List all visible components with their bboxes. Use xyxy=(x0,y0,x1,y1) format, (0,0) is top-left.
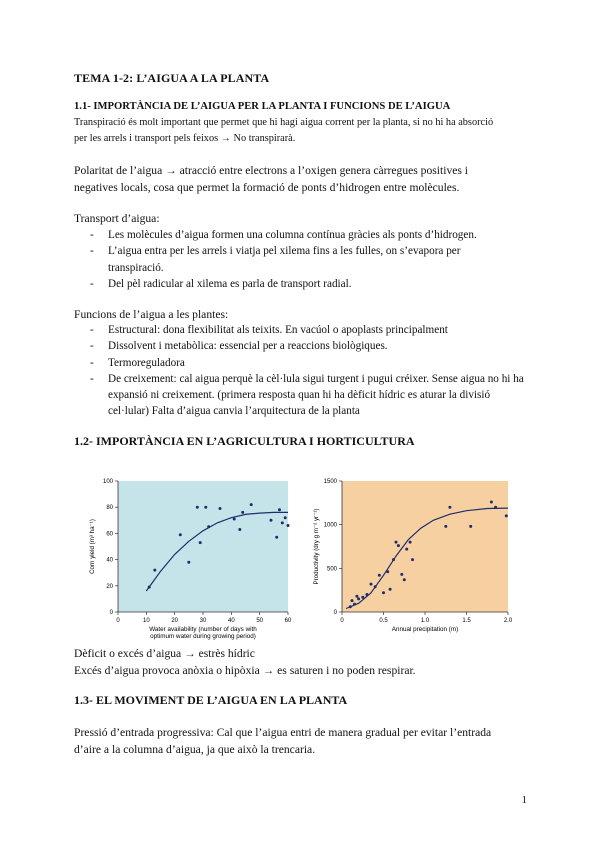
data-point xyxy=(505,514,508,517)
corn-yield-chart xyxy=(82,471,302,641)
data-point xyxy=(204,506,207,509)
plot-area xyxy=(118,481,288,612)
x-tick-label: 40 xyxy=(227,618,235,624)
list-item: - De creixement: cal aigua perquè la cèl·lula sigui turgent i pugui créixer. Sense aigua no hi ha expansió ni creixement. (primera resposta quan hi ha dèficit hídric es aturar la divisió cel·lular) Falta d’aigua canvia l’arquitectura de la planta xyxy=(74,371,526,420)
y-tick-label: 100 xyxy=(102,479,113,485)
y-axis-label: Productivity (dry g m⁻² yr⁻¹) xyxy=(313,508,320,585)
y-tick-label: 40 xyxy=(106,557,113,564)
data-point xyxy=(187,561,190,564)
polarity-line-2: negatives locals, cosa que permet la formació de ponts d’hidrogen entre molècules. xyxy=(74,181,460,194)
y-axis-label: Corn yield (m³ ha⁻¹) xyxy=(89,519,96,574)
y-tick-label: 1500 xyxy=(323,479,337,485)
y-tick-label: 20 xyxy=(106,583,113,590)
deficit-line: Dèficit o excés d’aigua → estrès hídric xyxy=(74,647,255,660)
data-point xyxy=(196,506,199,509)
data-point xyxy=(395,541,398,544)
excess-line: Excés d’aigua provoca anòxia o hipòxia → es saturen i no poden respirar. xyxy=(74,664,416,677)
x-tick-label: 0.5 xyxy=(379,618,388,624)
x-axis-label-line-2: optimum water during growing period) xyxy=(150,633,256,640)
data-point xyxy=(153,569,156,572)
data-point xyxy=(444,525,447,528)
section-1-heading: 1.1- IMPORTÀNCIA DE L’AIGUA PER LA PLANTA I FUNCIONS DE L’AIGUA xyxy=(74,101,451,112)
y-tick-label: 80 xyxy=(106,505,113,512)
data-point xyxy=(207,525,210,528)
functions-title: Funcions de l’aigua a les plantes: xyxy=(74,308,229,321)
data-point xyxy=(238,528,241,531)
data-point xyxy=(281,521,284,524)
data-point xyxy=(448,506,451,509)
data-point xyxy=(389,588,392,591)
data-point xyxy=(361,596,364,599)
data-point xyxy=(270,519,273,522)
data-point xyxy=(411,558,414,561)
pressure-line-1: Pressió d’entrada progressiva: Cal que l’aigua entri de manera gradual per evitar l’entrada xyxy=(74,726,492,739)
data-point xyxy=(382,591,385,594)
data-point xyxy=(349,605,352,608)
x-axis-label: Annual precipitation (m) xyxy=(391,626,459,633)
page-title: TEMA 1-2: L’AIGUA A LA PLANTA xyxy=(74,71,270,85)
page-number: 1 xyxy=(521,794,527,806)
y-tick-label: 0 xyxy=(333,610,337,616)
x-tick-label: 0 xyxy=(340,618,344,624)
y-tick-label: 0 xyxy=(109,610,113,616)
data-point xyxy=(365,593,368,596)
data-point xyxy=(469,525,472,528)
list-item: - Dissolvent i metabòlica: essencial per a reaccions biològiques. xyxy=(74,338,526,354)
data-point xyxy=(284,516,287,519)
transport-title: Transport d’aigua: xyxy=(74,212,160,225)
list-item: - L’aigua entra per les arrels i viatja pel xilema fins a les fulles, on s’evapora per transpiració. xyxy=(74,243,514,276)
x-tick-label: 50 xyxy=(256,618,264,624)
list-item: - Del pèl radicular al xilema es parla de transport radial. xyxy=(74,276,514,292)
section-2-heading: 1.2- IMPORTÀNCIA EN L’AGRICULTURA I HORTICULTURA xyxy=(74,434,415,448)
list-item: - Termoreguladora xyxy=(74,355,526,371)
data-point xyxy=(275,536,278,539)
functions-list xyxy=(74,322,526,420)
data-point xyxy=(405,548,408,551)
y-tick-label: 1000 xyxy=(323,522,337,529)
list-item: - Estructural: dona flexibilitat als teixits. En vacúol o apoplasts principalment xyxy=(74,322,526,338)
data-point xyxy=(148,586,151,589)
data-point xyxy=(199,541,202,544)
x-tick-label: 2.0 xyxy=(503,618,513,624)
plot-area xyxy=(342,481,508,612)
data-point xyxy=(494,506,497,509)
x-tick-label: 1.0 xyxy=(420,618,430,624)
polarity-line-1: Polaritat de l’aigua → atracció entre electrons a l’oxigen genera càrregues positives i xyxy=(74,164,469,177)
data-point xyxy=(400,573,403,576)
list-item: - Les molècules d’aigua formen una columna contínua gràcies als ponts d’hidrogen. xyxy=(74,227,514,243)
x-tick-label: 1.5 xyxy=(462,618,471,624)
intro-line-1: Transpiració és molt important que permet que hi hagi aigua corrent per la planta, si no hi ha absorció xyxy=(74,117,494,128)
data-point xyxy=(392,558,395,561)
data-point xyxy=(378,574,381,577)
data-point xyxy=(403,578,406,581)
section-3-heading: 1.3- EL MOVIMENT DE L’AIGUA EN LA PLANTA xyxy=(74,693,348,707)
data-point xyxy=(397,544,400,547)
data-point xyxy=(353,603,356,606)
transport-list xyxy=(74,227,514,292)
data-point xyxy=(219,507,222,510)
data-point xyxy=(287,524,290,527)
productivity-chart xyxy=(310,471,520,641)
data-point xyxy=(386,570,389,573)
y-tick-label: 500 xyxy=(326,566,337,573)
data-point xyxy=(370,583,373,586)
x-tick-label: 30 xyxy=(199,618,207,624)
data-point xyxy=(278,508,281,511)
data-point xyxy=(490,501,493,504)
y-tick-label: 60 xyxy=(106,531,113,538)
pressure-line-2: d’aire a la columna d’aigua, ja que això la trencaria. xyxy=(74,743,316,756)
data-point xyxy=(351,599,354,602)
data-point xyxy=(233,518,236,521)
intro-line-2: per les arrels i transport pels feixos → No transpirarà. xyxy=(74,133,296,144)
data-point xyxy=(357,597,360,600)
x-tick-label: 10 xyxy=(142,618,150,624)
x-tick-label: 0 xyxy=(116,618,120,624)
data-point xyxy=(250,503,253,506)
x-tick-label: 60 xyxy=(284,618,292,624)
x-tick-label: 20 xyxy=(171,618,179,624)
x-axis-label: Water availability (number of days with xyxy=(149,626,257,633)
data-point xyxy=(374,585,377,588)
data-point xyxy=(409,541,412,544)
data-point xyxy=(241,511,244,514)
data-point xyxy=(179,533,182,536)
data-point xyxy=(355,595,358,598)
